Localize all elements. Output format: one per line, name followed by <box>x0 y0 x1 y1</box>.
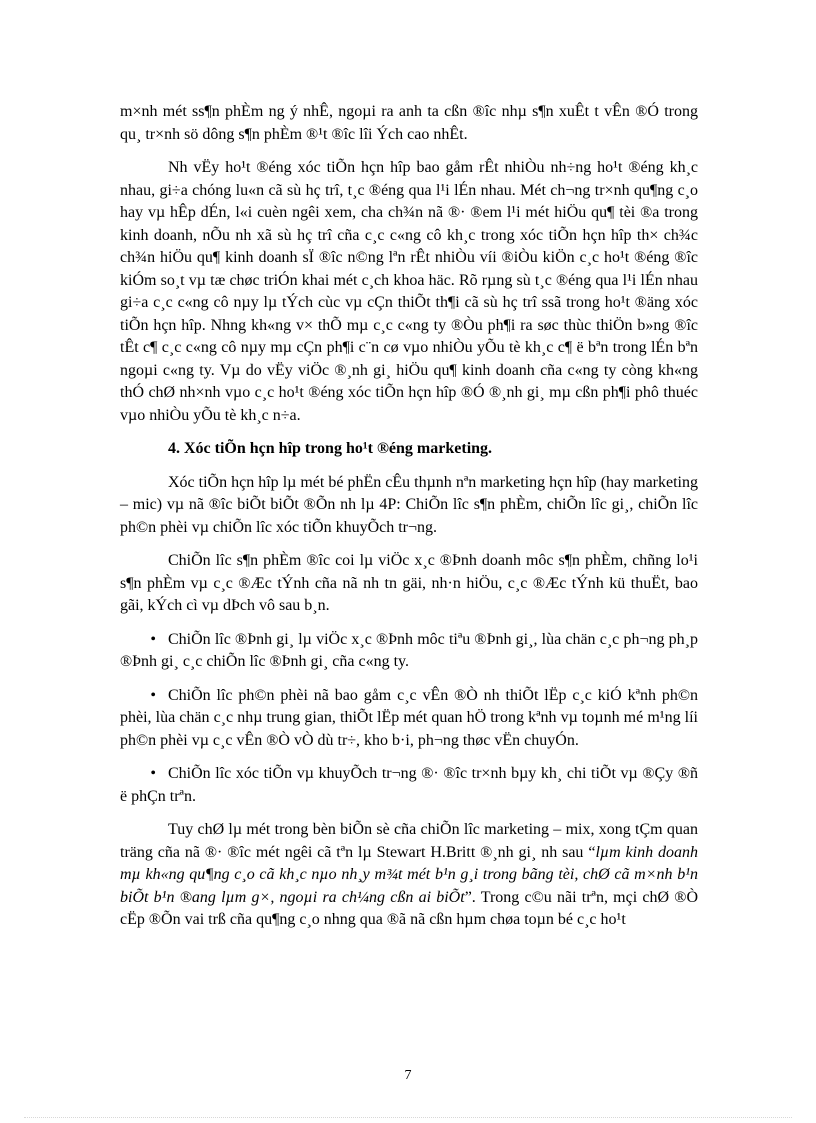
page-number: 7 <box>404 1068 412 1083</box>
footer-divider <box>24 1117 792 1118</box>
quote-text: lµm kinh doanh mµ kh«ng qu¶ng c¸o cã kh¸c nµo nh¸y m¾t mét b¹n g¸i trong bãng tèi, chØ cã m×nh b¹n biÕt b¹n ®ang lµm g×, ngoµi ra ch¼ng cßn ai biÕt <box>120 843 698 906</box>
paragraph-continued: m×nh mét ss¶n phÈm ng ý nhÊ, ngoµi ra anh ta cßn ®îc nhµ s¶n xuÊt t vÊn ®Ó trong qu¸ tr×nh sö dông s¶n phÈm ®¹t ®îc lîi Ých cao nhÊt. <box>120 103 698 143</box>
quote-follow-up: ”. Trong c©u nãi trªn, mçi chØ ®Ò cËp ®Õn vai trß cña qu¶ng c¸o nhng qua ®ã nã cßn hµm chøa toµn bé c¸c ho¹t <box>120 888 698 928</box>
body-text <box>120 101 698 943</box>
paragraph-britt-quote <box>120 819 698 932</box>
paragraph-promotion-interaction: Nh vËy ho¹t ®éng xóc tiÕn hçn hîp bao gåm rÊt nhiÒu nh÷ng ho¹t ®éng kh¸c nhau, gi÷a chóng lu«n cã sù hç trî, t¸c ®éng qua l¹i lÉn nhau. Mét ch¬ng tr×nh qu¶ng c¸o hay vµ hÊp dÉn, l«i cuèn ngêi xem, cha ch¾n nã ®· ®em l¹i mét hiÖu qu¶ tèi ®a trong kinh doanh, nÕu nh xã sù hç trî cña c¸c c«ng cô kh¸c trong xóc tiÕn hçn hîp th× ch¾c ch¾n hiÖu qu¶ kinh doanh sÏ ®îc n©ng lªn rÊt nhiÒu víi ®iÒu kiÖn c¸c ho¹t ®éng ®îc kiÓm so¸t vµ tæ chøc triÓn khai mét c¸ch khoa häc. Rõ rµng sù t¸c ®éng qua l¹i lÉn nhau gi÷a c¸c c«ng cô nµy lµ tÝch cùc vµ cÇn thiÕt th¶i cã sù hç trî ssã trong ho¹t ®äng xóc tiÕn hçn hîp. Nhng kh«ng v× thÕ mµ c¸c c«ng ty ®Òu ph¶i ra søc thùc thiÖn b»ng ®îc tÊt c¶ c¸c c«ng cô nµy mµ cÇn ph¶i c¨n cø vµo nhiÒu yÕu tè kh¸c c¶ ë bªn trong lÉn bªn ngoµi c«ng ty. Vµ do vËy viÖc ®¸nh gi¸ hiÖu qu¶ kinh doanh cña c«ng ty còng kh«ng thÓ chØ nh×nh vµo c¸c ho¹t ®éng xóc tiÕn hçn hîp ®Ó ®¸nh gi¸ mµ cßn ph¶i phô thuéc vµo nhiÒu yÕu tè kh¸c n÷a. <box>120 159 698 424</box>
bullet-icon: • <box>150 765 156 782</box>
quote-lead-in: Tuy chØ lµ mét trong bèn biÕn sè cña chiÕn lîc marketing – mix, xong tÇm quan träng cña nã ®· ®îc mét ngêi cã tªn lµ Stewart H.Britt ®¸nh gi¸ nh sau “ <box>120 821 698 861</box>
bullet-text: ChiÕn lîc xóc tiÕn vµ khuyÕch tr¬ng ®· ®îc tr×nh bµy kh¸ chi tiÕt vµ ®Çy ®ñ ë phÇn trªn. <box>120 765 698 805</box>
bullet-text: ChiÕn lîc ph©n phèi nã bao gåm c¸c vÊn ®Ò nh thiÕt lËp c¸c kiÓ kªnh ph©n phèi, lùa chän c¸c nhµ trung gian, thiÕt lËp mét quan hÖ trong kªnh vµ toµnh mé m¹ng líi ph©n phèi vµ c¸c vÊn ®Ò vÒ dù tr÷, kho b·i, ph¬ng thøc vËn chuyÓn. <box>120 686 698 749</box>
bullet-icon: • <box>150 630 156 648</box>
paragraph-product-strategy: ChiÕn lîc s¶n phÈm ®îc coi lµ viÖc x¸c ®Þnh doanh môc s¶n phÈm, chñng lo¹i s¶n phÈm vµ c¸c ®Æc tÝnh cña nã nh tn gäi, nh·n hiÖu, c¸c ®Æc tÝnh kü thuËt, bao gãi, kÝch cì vµ dÞch vô sau b¸n. <box>120 552 698 614</box>
bullet-distribution <box>120 685 698 753</box>
paragraph-marketing-mix: Xóc tiÕn hçn hîp lµ mét bé phËn cÊu thµnh nªn marketing hçn hîp (hay marketing – mic) vµ nã ®îc biÕt biÕt ®Õn nh lµ 4P: ChiÕn lîc s¶n phÈm, chiÕn lîc gi¸, chiÕn lîc ph©n phèi vµ chiÕn lîc xóc tiÕn khuyÕch tr¬ng. <box>120 473 698 536</box>
bullet-promotion <box>120 763 698 808</box>
section-heading: 4. Xóc tiÕn hçn hîp trong ho¹t ®éng marketing. <box>168 440 493 457</box>
bullet-pricing <box>120 629 698 674</box>
bullet-icon: • <box>150 686 156 704</box>
bullet-text: ChiÕn lîc ®Þnh gi¸ lµ viÖc x¸c ®Þnh môc tiªu ®Þnh gi¸, lùa chän c¸c ph¬ng ph¸p ®Þnh gi¸ c¸c chiÕn lîc ®Þnh gi¸ cña c«ng ty. <box>120 630 698 670</box>
